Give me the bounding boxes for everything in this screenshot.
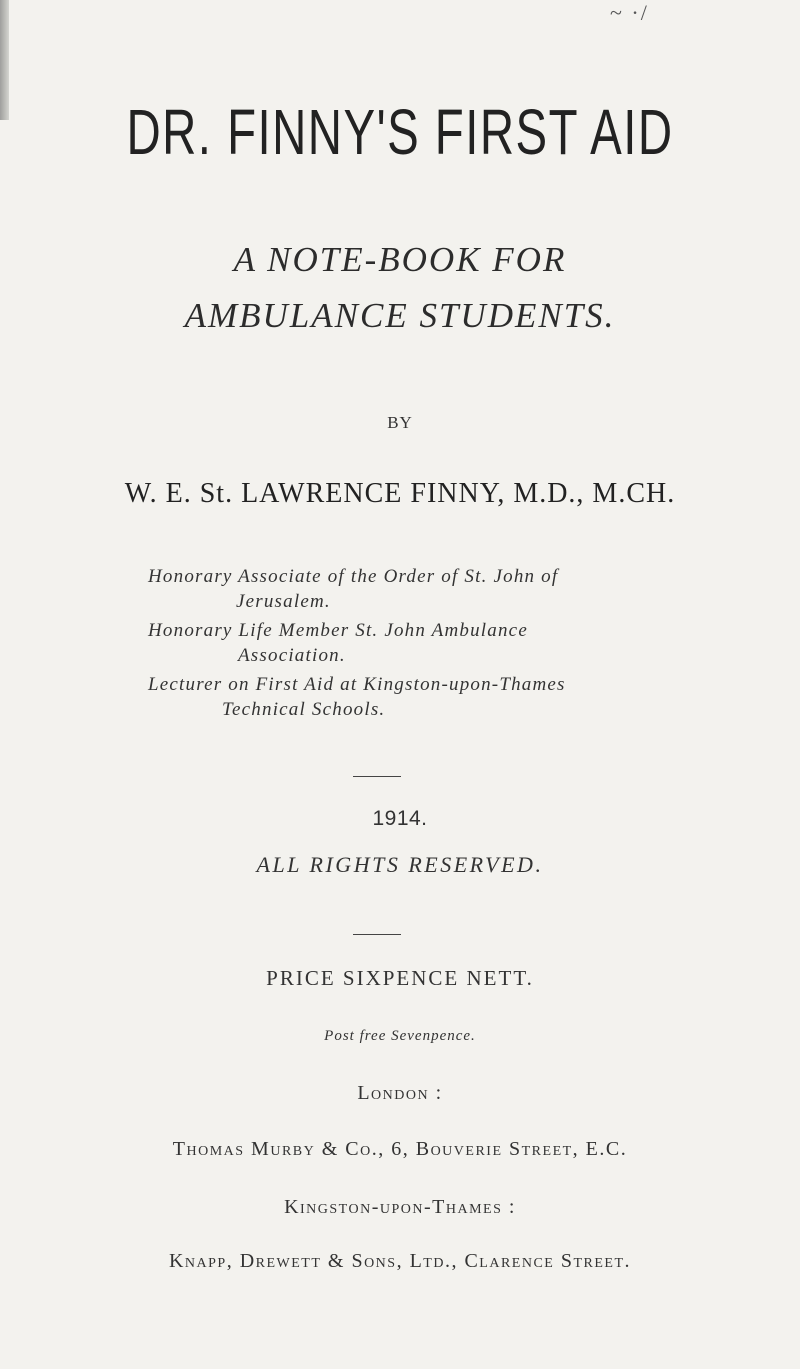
credential-3-line-2: Technical Schools. <box>222 699 386 720</box>
publisher-city-1: London : <box>357 1082 443 1104</box>
rights-notice: ALL RIGHTS RESERVED. <box>256 852 544 877</box>
publisher-2: Knapp, Drewett & Sons, Ltd., Clarence Street. <box>168 1250 632 1272</box>
author-name: W. E. St. LAWRENCE FINNY, M.D., M.CH. <box>124 478 676 509</box>
book-title: DR. FINNY'S FIRST AID <box>126 96 674 168</box>
price-notice: PRICE SIXPENCE NETT. <box>266 966 534 990</box>
credential-3 <box>148 672 768 722</box>
credential-1 <box>148 564 768 614</box>
credential-2-line-2: Association. <box>238 645 346 666</box>
by-label: BY <box>387 413 413 432</box>
subtitle-line-2: AMBULANCE STUDENTS. <box>184 296 616 335</box>
publication-year: 1914. <box>372 807 428 830</box>
subtitle-line-1: A NOTE-BOOK FOR <box>233 240 567 279</box>
page-edge-shadow <box>0 0 9 120</box>
torn-corner-mark: ~ ·/ <box>610 0 649 25</box>
publisher-1: Thomas Murby & Co., 6, Bouverie Street, E.C. <box>172 1138 628 1160</box>
credential-1-line-2: Jerusalem. <box>236 591 331 612</box>
publisher-city-2: Kingston-upon-Thames : <box>284 1196 516 1218</box>
credential-2-line-1: Honorary Life Member St. John Ambulance <box>148 620 528 641</box>
divider-rule-1 <box>353 776 401 777</box>
credential-1-line-1: Honorary Associate of the Order of St. John of <box>148 566 559 587</box>
postage-notice: Post free Sevenpence. <box>324 1028 476 1044</box>
divider-rule-2 <box>353 934 401 935</box>
credential-3-line-1: Lecturer on First Aid at Kingston-upon-Thames <box>148 674 566 695</box>
credential-2 <box>148 618 768 668</box>
